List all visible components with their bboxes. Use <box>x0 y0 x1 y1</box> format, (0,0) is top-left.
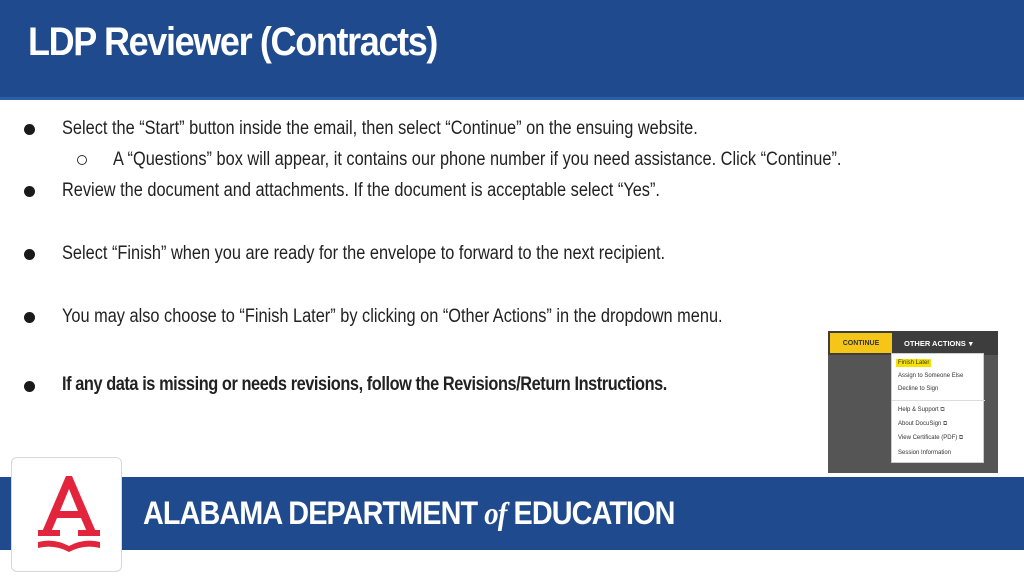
footer-bar <box>0 477 1024 550</box>
menu-item-label: View Certificate (PDF) <box>898 435 958 441</box>
instruction-item-emphasis: If any data is missing or needs revisions, follow the Revisions/Return Instructions. <box>62 374 667 395</box>
alsde-logo <box>11 457 122 572</box>
menu-item-decline[interactable]: Decline to Sign <box>898 386 939 392</box>
menu-item-label: Help & Support <box>898 407 939 413</box>
action-bar <box>828 331 998 355</box>
bottom-strip <box>0 550 1024 576</box>
menu-item-help[interactable] <box>898 407 945 414</box>
menu-item-assign[interactable]: Assign to Someone Else <box>898 373 964 379</box>
menu-item-session[interactable]: Session Information <box>898 450 952 456</box>
menu-item-finish-later[interactable]: Finish Later <box>898 360 930 366</box>
title-bar <box>0 0 1024 100</box>
sub-bullet-circle <box>77 155 87 165</box>
other-actions-dropdown[interactable] <box>904 333 973 353</box>
caret-down-icon: ▾ <box>968 338 973 348</box>
footer-org-name <box>143 495 675 532</box>
other-actions-menu <box>891 353 984 463</box>
external-link-icon: ⧉ <box>943 421 948 427</box>
instruction-subitem: A “Questions” box will appear, it contains our phone number if you need assistance. Click “Continue”. <box>113 149 842 170</box>
bullet-dot <box>24 312 35 323</box>
dropdown-screenshot <box>828 331 998 473</box>
page-title: LDP Reviewer (Contracts) <box>28 20 438 64</box>
instruction-item: You may also choose to “Finish Later” by clicking on “Other Actions” in the dropdown menu. <box>62 306 723 327</box>
menu-item-about[interactable] <box>898 421 947 428</box>
other-actions-label: OTHER ACTIONS <box>904 338 966 348</box>
footer-text-pre: ALABAMA DEPARTMENT <box>143 495 478 531</box>
menu-item-certificate[interactable] <box>898 435 963 442</box>
letter-a-book-icon <box>12 458 121 571</box>
footer-text-post: EDUCATION <box>513 495 675 531</box>
bullet-dot <box>24 124 35 135</box>
menu-item-label: About DocuSign <box>898 421 942 427</box>
bullet-dot <box>24 186 35 197</box>
footer-text-of: of <box>484 495 507 531</box>
external-link-icon: ⧉ <box>958 435 964 441</box>
continue-button[interactable]: CONTINUE <box>830 333 892 353</box>
external-link-icon: ⧉ <box>940 407 945 413</box>
instruction-item: Select “Finish” when you are ready for the envelope to forward to the next recipient. <box>62 243 666 264</box>
bullet-dot <box>24 249 35 260</box>
menu-divider <box>892 400 985 401</box>
instruction-item: Review the document and attachments. If the document is acceptable select “Yes”. <box>62 180 660 201</box>
instruction-item: Select the “Start” button inside the email, then select “Continue” on the ensuing website. <box>62 118 698 139</box>
bullet-dot <box>24 381 35 392</box>
